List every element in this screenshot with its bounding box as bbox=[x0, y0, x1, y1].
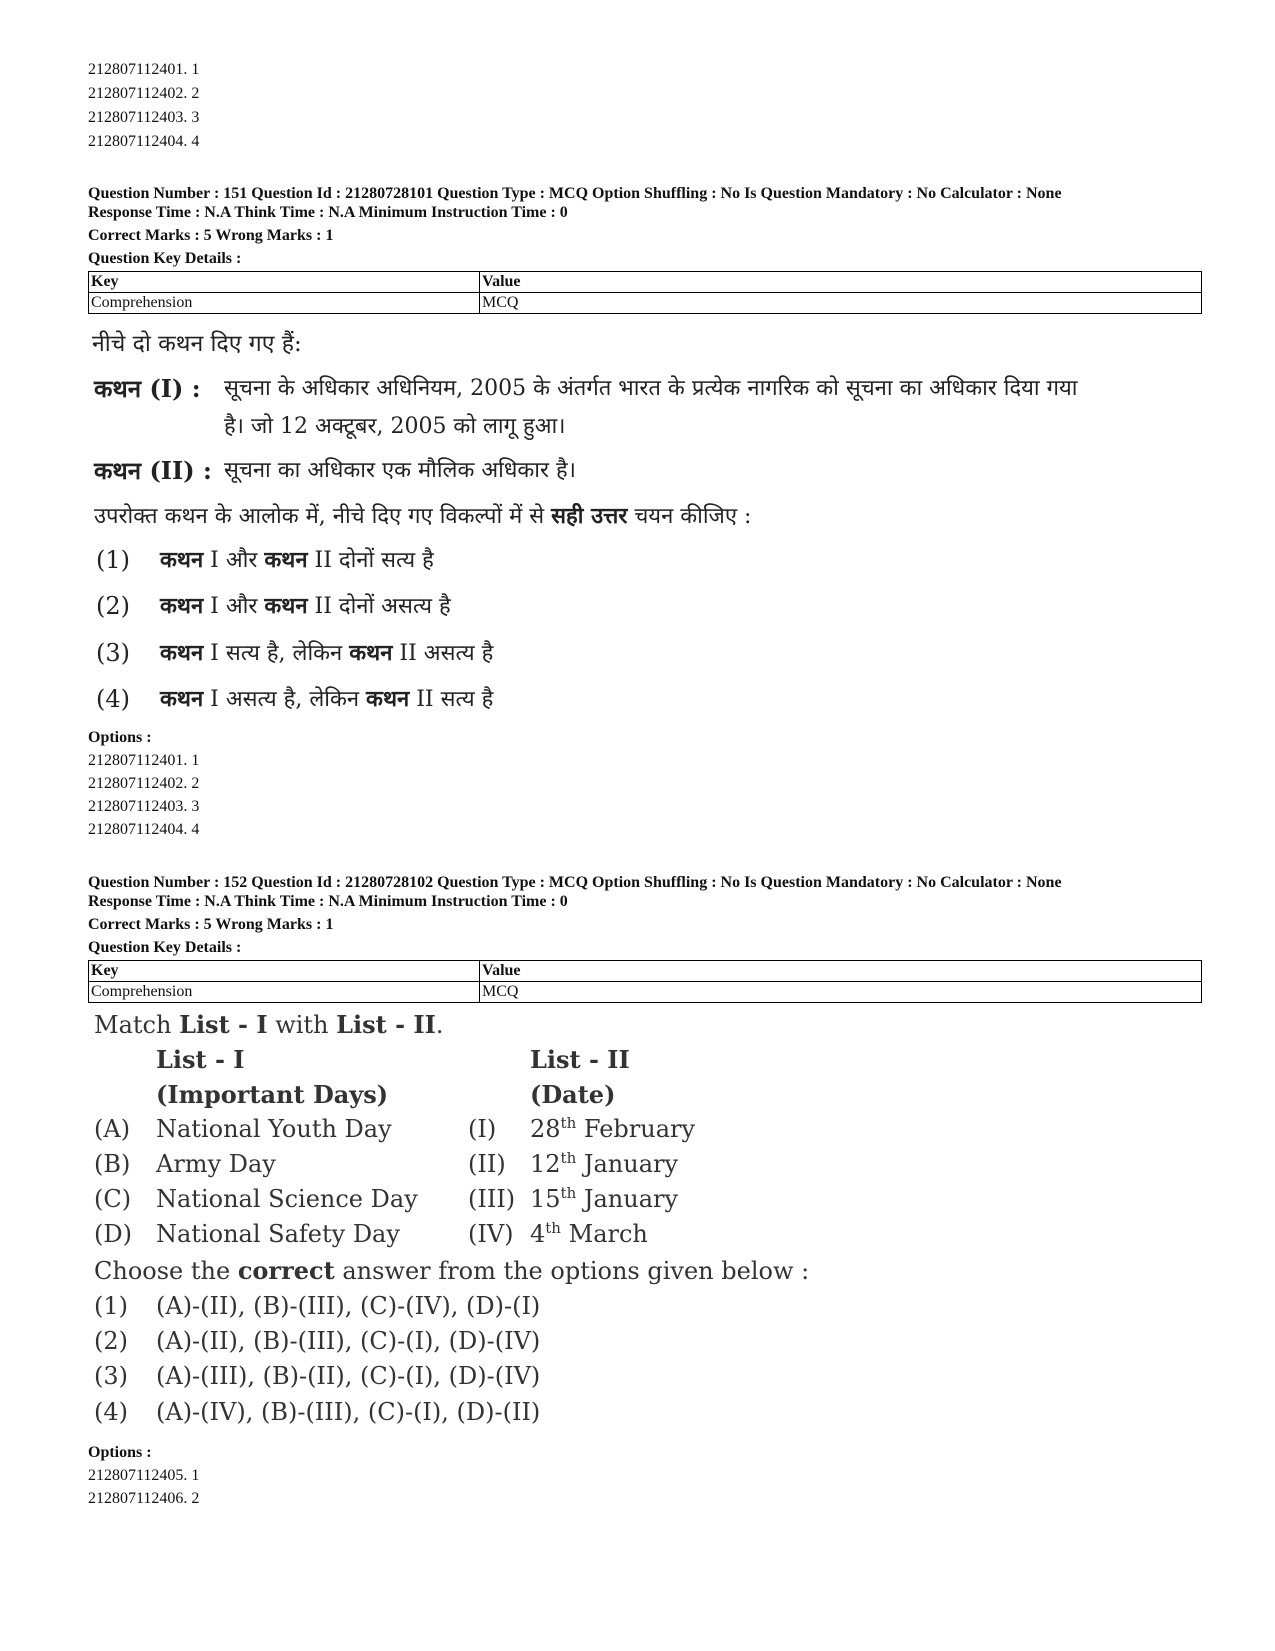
choice-bold: कथन bbox=[264, 593, 308, 619]
choose-instruction bbox=[94, 1256, 809, 1285]
choice-part: II असत्य है bbox=[392, 641, 494, 666]
list-2-item bbox=[530, 1185, 678, 1213]
list-1-title: List - I bbox=[156, 1045, 245, 1074]
table-cell: MCQ bbox=[480, 982, 1202, 1003]
table-cell: Value bbox=[480, 961, 1202, 982]
date-suffix: th bbox=[560, 1184, 577, 1202]
answer-number: (3) bbox=[94, 1362, 128, 1390]
instruction-bold: सही उत्तर bbox=[551, 503, 628, 529]
table-row bbox=[89, 293, 1202, 314]
table-row bbox=[89, 272, 1202, 293]
choice-text bbox=[160, 544, 434, 574]
statement-1-line2: है। जो 12 अक्टूबर, 2005 को लागू हुआ। bbox=[224, 414, 566, 439]
list-2-numeral: (IV) bbox=[468, 1220, 514, 1248]
option-line: 212807112405. 1 bbox=[88, 1467, 200, 1484]
list-2-item bbox=[530, 1220, 648, 1248]
table-cell: Value bbox=[480, 272, 1202, 293]
choose-text: answer from the options given below : bbox=[334, 1257, 810, 1285]
table-row bbox=[89, 961, 1202, 982]
answer-text: (A)-(IV), (B)-(III), (C)-(I), (D)-(II) bbox=[156, 1398, 541, 1426]
instruction-line bbox=[94, 500, 751, 530]
list-2-title: List - II bbox=[530, 1045, 630, 1074]
date-month: February bbox=[576, 1115, 696, 1143]
match-bold: List - II bbox=[336, 1010, 436, 1039]
key-details-table bbox=[88, 960, 1202, 1003]
choice-part: II दोनों सत्य है bbox=[307, 548, 434, 573]
choice-part: I सत्य है, लेकिन bbox=[203, 641, 350, 666]
table-cell: Key bbox=[89, 272, 480, 293]
list-2-item bbox=[530, 1115, 695, 1143]
table-row bbox=[89, 982, 1202, 1003]
choice-part: II सत्य है bbox=[409, 687, 494, 712]
list-1-item: National Youth Day bbox=[156, 1115, 392, 1143]
match-instruction bbox=[94, 1010, 444, 1039]
choice-bold: कथन bbox=[160, 593, 204, 619]
answer-text: (A)-(II), (B)-(III), (C)-(IV), (D)-(I) bbox=[156, 1292, 541, 1320]
list-1-item: Army Day bbox=[156, 1150, 276, 1178]
date-suffix: th bbox=[560, 1149, 577, 1167]
option-line: 212807112404. 4 bbox=[88, 821, 200, 838]
options-label: Options : bbox=[88, 729, 152, 746]
table-cell: Comprehension bbox=[89, 982, 480, 1003]
date-month: January bbox=[576, 1150, 679, 1178]
choose-bold: correct bbox=[237, 1256, 335, 1285]
options-label: Options : bbox=[88, 1444, 152, 1461]
choice-part: I और bbox=[203, 548, 265, 573]
answer-number: (2) bbox=[94, 1327, 128, 1355]
list-1-letter: (D) bbox=[94, 1220, 132, 1248]
choice-bold: कथन bbox=[264, 547, 308, 573]
instruction-text: चयन कीजिए : bbox=[627, 504, 752, 529]
date-number: 28 bbox=[530, 1115, 561, 1143]
choice-bold: कथन bbox=[366, 686, 410, 712]
answer-text: (A)-(II), (B)-(III), (C)-(I), (D)-(IV) bbox=[156, 1327, 541, 1355]
question-intro: नीचे दो कथन दिए गए हैं: bbox=[92, 331, 302, 357]
list-1-subtitle: (Important Days) bbox=[156, 1080, 389, 1109]
choice-number: (3) bbox=[96, 639, 130, 667]
question-header-line2: Response Time : N.A Think Time : N.A Minimum Instruction Time : 0 bbox=[88, 893, 568, 910]
list-1-letter: (A) bbox=[94, 1115, 131, 1143]
date-month: January bbox=[576, 1185, 679, 1213]
statement-2-text: सूचना का अधिकार एक मौलिक अधिकार है। bbox=[224, 458, 577, 483]
choose-text: Choose the bbox=[94, 1257, 238, 1285]
date-number: 15 bbox=[530, 1185, 561, 1213]
list-2-numeral: (I) bbox=[468, 1115, 497, 1143]
choice-number: (2) bbox=[96, 592, 130, 620]
choice-bold: कथन bbox=[349, 640, 393, 666]
choice-bold: कथन bbox=[160, 686, 204, 712]
date-number: 12 bbox=[530, 1150, 561, 1178]
date-suffix: th bbox=[560, 1114, 577, 1132]
choice-part: I असत्य है, लेकिन bbox=[203, 687, 367, 712]
option-line: 212807112404. 4 bbox=[88, 133, 200, 150]
option-line: 212807112403. 3 bbox=[88, 109, 200, 126]
statement-1-line1: सूचना के अधिकार अधिनियम, 2005 के अंतर्गत भारत के प्रत्येक नागरिक को सूचना का अधिकार दिया गया bbox=[224, 376, 1078, 401]
choice-bold: कथन bbox=[160, 640, 204, 666]
option-line: 212807112406. 2 bbox=[88, 1490, 200, 1507]
instruction-text: उपरोक्त कथन के आलोक में, नीचे दिए गए विकल्पों में से bbox=[94, 504, 552, 529]
list-2-item bbox=[530, 1150, 678, 1178]
answer-number: (4) bbox=[94, 1398, 128, 1426]
choice-number: (1) bbox=[96, 546, 130, 574]
choice-part: I और bbox=[203, 594, 265, 619]
marks-line: Correct Marks : 5 Wrong Marks : 1 bbox=[88, 227, 334, 244]
list-1-item: National Safety Day bbox=[156, 1220, 400, 1248]
table-cell: Key bbox=[89, 961, 480, 982]
key-details-label: Question Key Details : bbox=[88, 939, 242, 956]
match-bold: List - I bbox=[179, 1010, 268, 1039]
table-cell: Comprehension bbox=[89, 293, 480, 314]
match-text: Match bbox=[94, 1011, 180, 1039]
option-line: 212807112401. 1 bbox=[88, 752, 200, 769]
list-2-subtitle: (Date) bbox=[530, 1080, 616, 1109]
key-details-label: Question Key Details : bbox=[88, 250, 242, 267]
choice-text bbox=[160, 683, 493, 713]
list-2-numeral: (II) bbox=[468, 1150, 506, 1178]
choice-number: (4) bbox=[96, 685, 130, 713]
statement-1-label: कथन (I) : bbox=[94, 374, 201, 403]
match-text: . bbox=[435, 1011, 444, 1039]
answer-text: (A)-(III), (B)-(II), (C)-(I), (D)-(IV) bbox=[156, 1362, 541, 1390]
table-cell: MCQ bbox=[480, 293, 1202, 314]
option-line: 212807112402. 2 bbox=[88, 85, 200, 102]
option-line: 212807112403. 3 bbox=[88, 798, 200, 815]
date-month: March bbox=[560, 1220, 648, 1248]
marks-line: Correct Marks : 5 Wrong Marks : 1 bbox=[88, 916, 334, 933]
date-suffix: th bbox=[545, 1219, 561, 1237]
date-number: 4 bbox=[530, 1220, 546, 1248]
choice-part: II दोनों असत्य है bbox=[307, 594, 451, 619]
list-2-numeral: (III) bbox=[468, 1185, 516, 1213]
statement-2-label: कथन (II) : bbox=[94, 456, 212, 485]
list-1-item: National Science Day bbox=[156, 1185, 418, 1213]
choice-bold: कथन bbox=[160, 547, 204, 573]
list-1-letter: (C) bbox=[94, 1185, 132, 1213]
question-header: Question Number : 152 Question Id : 21280728102 Question Type : MCQ Option Shuffling : No Is Question Mandatory : No Calculator : None bbox=[88, 874, 1062, 891]
choice-text bbox=[160, 637, 493, 667]
option-line: 212807112402. 2 bbox=[88, 775, 200, 792]
option-line: 212807112401. 1 bbox=[88, 61, 200, 78]
question-header: Question Number : 151 Question Id : 21280728101 Question Type : MCQ Option Shuffling : No Is Question Mandatory : No Calculator : None bbox=[88, 185, 1062, 202]
answer-number: (1) bbox=[94, 1292, 128, 1320]
key-details-table bbox=[88, 271, 1202, 314]
choice-text bbox=[160, 590, 451, 620]
match-text: with bbox=[267, 1011, 337, 1039]
question-header-line2: Response Time : N.A Think Time : N.A Minimum Instruction Time : 0 bbox=[88, 204, 568, 221]
list-1-letter: (B) bbox=[94, 1150, 131, 1178]
